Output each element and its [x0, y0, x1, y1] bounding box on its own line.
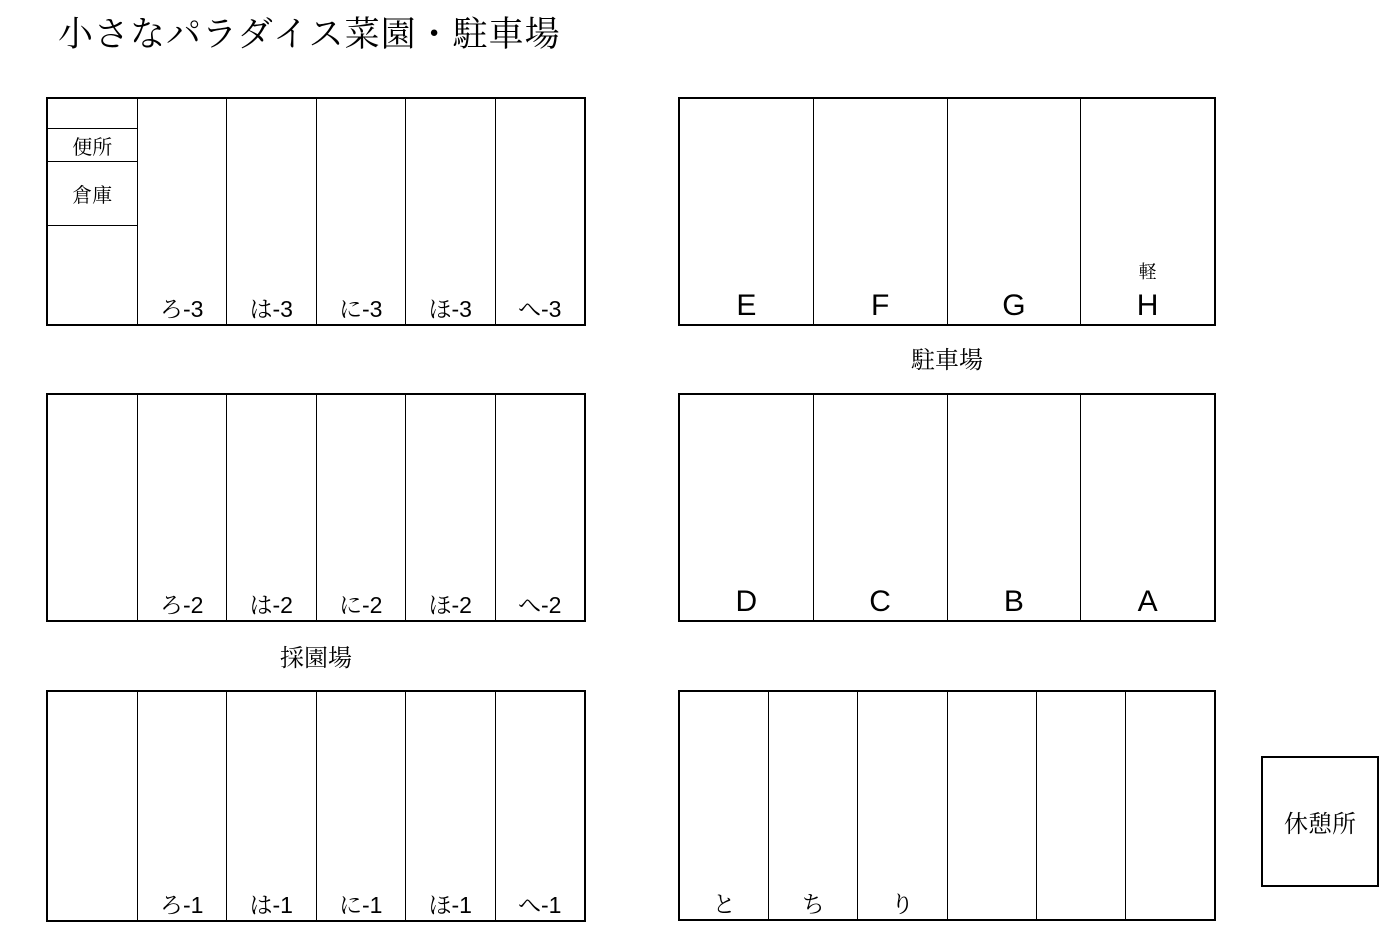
toilet-cell: 便所: [48, 129, 137, 162]
parking-space-cell: [947, 692, 1036, 919]
parking-space-cell: [680, 395, 813, 620]
storage-cell: 倉庫: [48, 162, 137, 226]
page-title: 小さなパラダイス菜園・駐車場: [58, 15, 561, 54]
parking-space-cell: [813, 395, 947, 620]
kei-car-mark: 軽: [1138, 261, 1157, 282]
garden-plot-cell: [226, 395, 316, 620]
garden-plot-cell: [405, 99, 495, 324]
parking-space-cell: [857, 692, 946, 919]
garden-block-row1: [46, 690, 586, 922]
garden-plot-label: に-2: [339, 591, 383, 618]
garden-plot-cell: [137, 692, 227, 920]
garden-block-row3: [46, 97, 586, 326]
garden-plot-label: は-1: [249, 891, 293, 918]
garden-plot-label: へ-1: [518, 891, 562, 918]
rest-area-label: 休憩所: [1284, 811, 1356, 838]
parking-space-cell: [947, 99, 1081, 324]
garden-plot-label: ほ-3: [428, 295, 472, 322]
parking-space-cell: [680, 692, 768, 919]
garden-plot-label: は-2: [249, 591, 293, 618]
parking-area-label: 駐車場: [911, 347, 983, 374]
garden-plot-cell: [405, 692, 495, 920]
parking-space-label: り: [890, 890, 914, 917]
garden-plot-label: に-3: [339, 295, 383, 322]
garden-plot-label: ほ-2: [428, 591, 472, 618]
garden-plot-label: へ-2: [518, 591, 562, 618]
garden-plot-label: ろ-1: [160, 891, 204, 918]
parking-space-cell: [680, 99, 813, 324]
parking-space-label: ち: [801, 890, 825, 917]
garden-plot-label: ろ-3: [160, 295, 204, 322]
kei-space-stack: [1137, 263, 1159, 325]
rest-area-box: [1261, 756, 1379, 887]
parking-space-cell: [1080, 395, 1214, 620]
garden-plot-cell: [495, 99, 585, 324]
garden-plot-label: へ-3: [518, 295, 562, 322]
parking-space-label: B: [1003, 584, 1024, 618]
parking-space-cell: [1036, 692, 1125, 919]
garden-plot-cell: [405, 395, 495, 620]
garden-plot-cell: [137, 99, 227, 324]
garden-plot-label: ろ-2: [160, 591, 204, 618]
garden-plot-cell: [226, 692, 316, 920]
garden-plot-cell: [316, 99, 406, 324]
parking-space-label: G: [1002, 288, 1026, 322]
parking-block-south: [678, 690, 1216, 921]
facility-column: [48, 99, 137, 324]
garden-plot-label: ほ-1: [428, 891, 472, 918]
parking-space-label: H: [1136, 288, 1159, 322]
garden-plot-cell: [226, 99, 316, 324]
garden-area-label: 採園場: [280, 645, 352, 672]
garden-plot-label: は-3: [249, 295, 293, 322]
garden-plot-cell: [495, 692, 585, 920]
parking-space-cell: [1125, 692, 1214, 919]
parking-block-lower: [678, 393, 1216, 622]
parking-space-cell: [947, 395, 1081, 620]
garden-plot-cell: [495, 395, 585, 620]
facility-open-cell: [48, 226, 137, 324]
parking-space-label: E: [736, 288, 757, 322]
garden-plot-cell: [137, 395, 227, 620]
parking-block-upper: [678, 97, 1216, 326]
parking-space-cell: [768, 692, 857, 919]
parking-space-label: C: [869, 584, 891, 618]
parking-space-label: D: [735, 584, 758, 618]
garden-block-row2: [46, 393, 586, 622]
garden-plot-cell: [48, 692, 137, 920]
parking-space-label: A: [1137, 584, 1158, 618]
garden-plot-cell: [316, 692, 406, 920]
parking-space-label: と: [712, 890, 736, 917]
facility-empty-cell: [48, 99, 137, 129]
parking-space-cell: [813, 99, 947, 324]
parking-space-label: F: [870, 288, 890, 322]
parking-space-cell: [1080, 99, 1214, 324]
garden-plot-cell: [316, 395, 406, 620]
garden-plot-label: に-1: [339, 891, 383, 918]
garden-plot-cell: [48, 395, 137, 620]
